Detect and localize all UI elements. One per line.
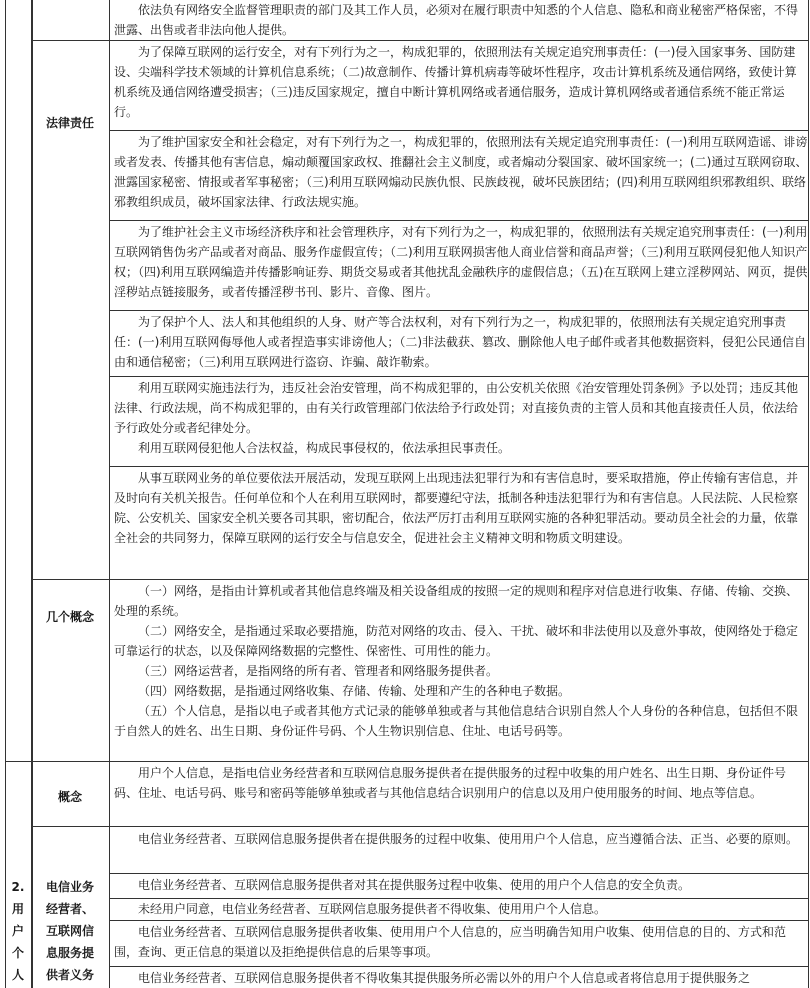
cell-obligation-notice bbox=[114, 922, 808, 962]
paragraph: 利用互联网实施违法行为，违反社会治安管理，尚不构成犯罪的，由公安机关依照《治安管理处罚条例》予以处罚；违反其他法律、行政法规，尚不构成犯罪的，由有关行政管理部门依法给予行政处罚；对直接负责的主管人员和其他直接责任人员，依法给予行政处分或者纪律处分。 bbox=[114, 381, 799, 435]
section-char: 个 bbox=[11, 946, 24, 960]
cell-personal-rights bbox=[114, 312, 808, 372]
column-divider-2 bbox=[109, 0, 110, 988]
label-concept: 概念 bbox=[57, 790, 82, 804]
row-divider bbox=[109, 376, 809, 377]
row-divider bbox=[31, 40, 809, 41]
paragraph: 为了维护社会主义市场经济秩序和社会管理秩序，对有下列行为之一，构成犯罪的，依照刑法有关规定追究刑事责任：(一)利用互联网销售伪劣产品或者对商品、服务作虚假宣传；（二)利用互联网损害他人商业信誉和商品声誉；（三)利用互联网侵犯他人知识产权；（四)利用互联网编造并传播影响证券、期货交易或者其他扰乱金融秩序的虚假信息；（五)在互联网上建立淫秽网站、网页，提供淫秽站点链接服务，或者传播淫秽书刊、影片、音像、图片。 bbox=[114, 225, 808, 299]
cell-national-security bbox=[114, 132, 808, 212]
row-divider bbox=[109, 220, 809, 221]
paragraph: 从事互联网业务的单位要依法开展活动，发现互联网上出现违法犯罪行为和有害信息时，要采取措施，停止传输有害信息，并及时向有关机关报告。任何单位和个人在利用互联网时，都要遵纪守法，抵制各种违法犯罪行为和有害信息。人民法院、人民检察院、公安机关、国家安全机关要各司其职，密切配合，依法严厉打击利用互联网实施的各种犯罪活动。要动员全社会的力量，依靠全社会的共同努力，保障互联网的运行安全与信息安全，促进社会主义精神文明和物质文明建设。 bbox=[114, 471, 799, 545]
paragraph: 电信业务经营者、互联网信息服务提供者对其在提供服务过程中收集、使用的用户个人信息的安全负责。 bbox=[138, 878, 691, 892]
cell-market-order bbox=[114, 222, 808, 302]
column-divider-1 bbox=[31, 0, 33, 988]
label-line: 经营者、 bbox=[45, 902, 94, 916]
paragraph: 为了保护个人、法人和其他组织的人身、财产等合法权利，对有下列行为之一，构成犯罪的，依照刑法有关规定追究刑事责任：(一)利用互联网侮辱他人或者捏造事实诽谤他人；（二)非法截获、篡改、删除他人电子邮件或者其他数据资料，侵犯公民通信自由和通信秘密；（三)利用互联网进行盗窃、诈骗、敲诈勒索。 bbox=[114, 315, 807, 369]
section-char: 用 bbox=[11, 902, 24, 916]
row-divider bbox=[109, 466, 809, 467]
section-char: 人 bbox=[11, 968, 24, 982]
list-item: （二）网络安全，是指通过采取必要措施，防范对网络的攻击、侵入、干扰、破坏和非法使用以及意外事故，使网络处于稳定可靠运行的状态，以及保障网络数据的完整性、保密性、可用性的能力。 bbox=[114, 624, 799, 658]
cell-obligation-limit bbox=[114, 968, 808, 988]
paragraph: 利用互联网侵犯他人合法权益，构成民事侵权的，依法承担民事责任。 bbox=[138, 441, 511, 455]
row-divider bbox=[109, 873, 809, 874]
section-number bbox=[6, 876, 30, 986]
row-divider bbox=[109, 920, 809, 921]
label-legal-liability: 法律责任 bbox=[45, 116, 94, 130]
paragraph: 用户个人信息，是指电信业务经营者和互联网信息服务提供者在提供服务的过程中收集的用户姓名、出生日期、身份证件号码、住址、电话号码、账号和密码等能够单独或者与其他信息结合识别用户的信息以及用户使用服务的时间、地点等信息。 bbox=[114, 766, 787, 800]
section-divider bbox=[5, 761, 809, 762]
table-right-border bbox=[808, 0, 809, 988]
list-item: （四）网络数据，是指通过网络收集、存储、传输、处理和产生的各种电子数据。 bbox=[138, 684, 571, 698]
label-line: 电信业务 bbox=[45, 880, 94, 894]
cell-lawful-operation bbox=[114, 468, 808, 548]
paragraph: 为了保障互联网的运行安全，对有下列行为之一，构成犯罪的，依照刑法有关规定追究刑事责任：(一)侵入国家事务、国防建设、尖端科学技术领域的计算机信息系统；（二)故意制作、传播计算机病毒等破坏性程序，攻击计算机系统及通信网络，致使计算机系统及通信网络遭受损害；（三)违反国家规定，擅自中断计算机网络或者通信服务，造成计算机网络或者通信系统不能正常运行。 bbox=[114, 45, 797, 119]
row-divider bbox=[31, 579, 809, 580]
section-char: 户 bbox=[11, 924, 24, 938]
cell-obligation-principle bbox=[114, 829, 808, 849]
paragraph: 未经用户同意，电信业务经营者、互联网信息服务提供者不得收集、使用用户个人信息。 bbox=[138, 902, 607, 916]
label-concepts: 几个概念 bbox=[45, 610, 94, 624]
row-divider bbox=[31, 826, 809, 827]
cell-obligation-security bbox=[114, 875, 808, 895]
row-divider bbox=[109, 130, 809, 131]
paragraph: 为了维护国家安全和社会稳定，对有下列行为之一，构成犯罪的，依照刑法有关规定追究刑事责任：(一)利用互联网造谣、诽谤或者发表、传播其他有害信息，煽动颠覆国家政权、推翻社会主义制度，或者煽动分裂国家、破坏国家统一；(二)通过互联网窃取、泄露国家秘密、情报或者军事秘密；（三)利用互联网煽动民族仇恨、民族歧视，破坏民族团结；(四)利用互联网组织邪教组织、联络邪教组织成员，破坏国家法律、行政法规实施。 bbox=[114, 135, 808, 209]
paragraph: 电信业务经营者、互联网信息服务提供者不得收集其提供服务所必需以外的用户个人信息或者将信息用于提供服务之 bbox=[138, 971, 751, 985]
cell-user-info-definition bbox=[114, 763, 808, 803]
label-line: 供者义务 bbox=[45, 968, 94, 982]
row-divider bbox=[109, 966, 809, 967]
cell-administrative-penalty bbox=[114, 378, 808, 458]
row-divider bbox=[109, 310, 809, 311]
list-item: （三）网络运营者，是指网络的所有者、管理者和网络服务提供者。 bbox=[138, 664, 499, 678]
label-line: 互联网信 bbox=[45, 924, 94, 938]
cell-obligation-consent bbox=[114, 899, 808, 919]
cell-operation-security bbox=[114, 42, 808, 122]
cell-concept-list bbox=[114, 581, 808, 741]
paragraph: 电信业务经营者、互联网信息服务提供者收集、使用用户个人信息的，应当明确告知用户收集、使用信息的目的、方式和范围，查询、更正信息的渠道以及拒绝提供信息的后果等事项。 bbox=[114, 925, 787, 959]
list-item: （五）个人信息，是指以电子或者其他方式记录的能够单独或者与其他信息结合识别自然人个人身份的各种信息，包括但不限于自然人的姓名、出生日期、身份证件号码、个人生物识别信息、住址、电话号码等。 bbox=[114, 704, 799, 738]
paragraph: 电信业务经营者、互联网信息服务提供者在提供服务的过程中收集、使用用户个人信息，应当遵循合法、正当、必要的原则。 bbox=[138, 832, 799, 846]
label-provider-obligations bbox=[37, 876, 103, 986]
label-line: 息服务提 bbox=[45, 946, 94, 960]
cell-confidentiality bbox=[114, 0, 808, 40]
section-index: 2. bbox=[11, 880, 25, 894]
list-item: （一）网络，是指由计算机或者其他信息终端及相关设备组成的按照一定的规则和程序对信息进行收集、存储、传输、交换、处理的系统。 bbox=[114, 584, 799, 618]
paragraph: 依法负有网络安全监督管理职责的部门及其工作人员，必须对在履行职责中知悉的个人信息、隐私和商业秘密严格保密，不得泄露、出售或者非法向他人提供。 bbox=[114, 3, 799, 37]
table-left-border bbox=[5, 0, 6, 988]
